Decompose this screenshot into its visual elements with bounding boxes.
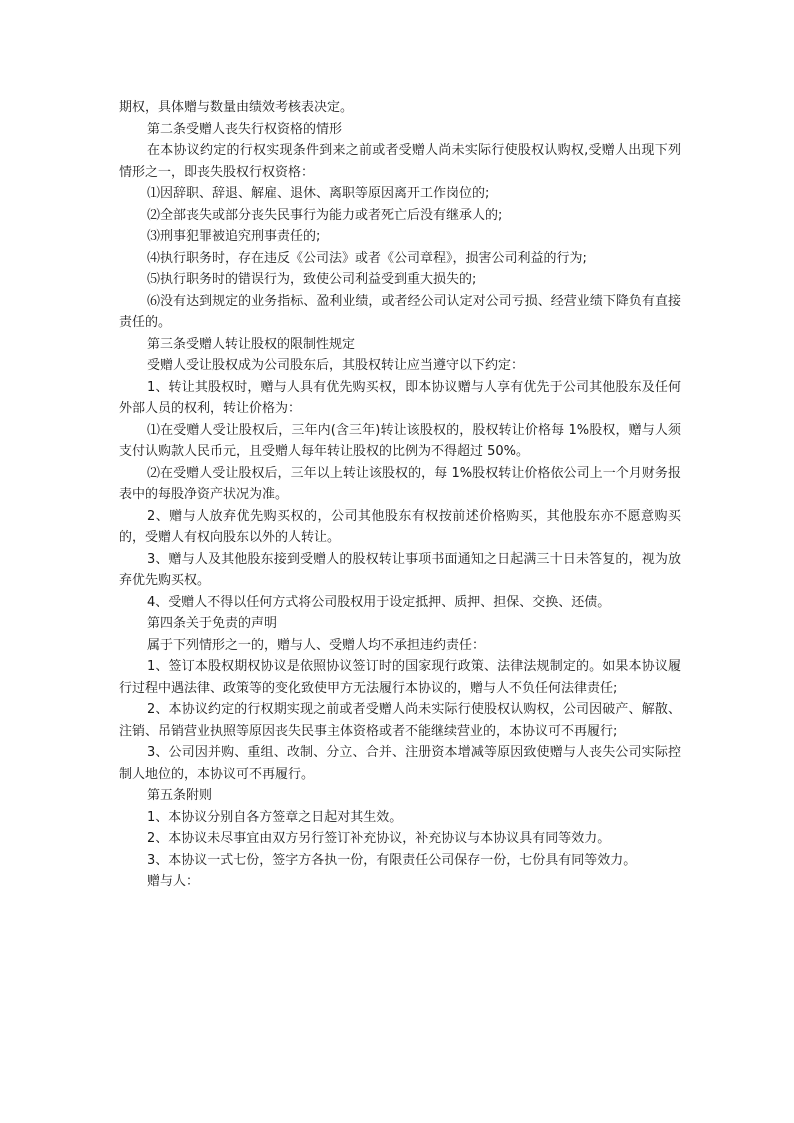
signature-label: 赠与人：: [147, 874, 200, 889]
list-item: 2、赠与人放弃优先购买权的，公司其他股东有权按前述价格购买，其他股东亦不愿意购买的，受赠人有权向股东以外的人转让。: [119, 508, 681, 545]
list-item: 3、赠与人及其他股东接到受赠人的股权转让事项书面通知之日起满三十日未答复的，视为放弃优先购买权。: [119, 551, 681, 588]
article-4-heading: 第四条关于免责的声明: [147, 616, 278, 631]
paragraph: 受赠人受让股权成为公司股东后，其股权转让应当遵守以下约定：: [147, 358, 525, 373]
list-item: ⑹没有达到规定的业务指标、盈利业绩，或者经公司认定对公司亏损、经营业绩下降负有直接责任的。: [119, 293, 681, 330]
list-item: ⑷执行职务时，存在违反《公司法》或者《公司章程》，损害公司利益的行为;: [147, 250, 587, 266]
list-item: 4、受赠人不得以任何方式将公司股权用于设定抵押、质押、担保、交换、还债。: [147, 594, 611, 610]
document-body: [119, 97, 681, 893]
article-3-heading: 第三条受赠人转让股权的限制性规定: [147, 336, 356, 352]
article-2-heading: 第二条受赠人丧失行权资格的情形: [147, 121, 343, 137]
paragraph-continuation: 期权，具体赠与数量由绩效考核表决定。: [119, 100, 354, 115]
list-item: ⑴因辞职、辞退、解雇、退休、离职等原因离开工作岗位的;: [147, 186, 490, 201]
list-item: 2、本协议未尽事宜由双方另行签订补充协议，补充协议与本协议具有同等效力。: [147, 831, 611, 846]
list-item: ⑴在受赠人受让股权后，三年内(含三年)转让该股权的，股权转让价格每 1%股权，赠与人须支付认购款人民币元，且受赠人每年转让股权的比例为不得超过 50%。: [119, 422, 681, 459]
list-item: 1、本协议分别自各方签章之日起对其生效。: [147, 809, 403, 825]
list-item: 3、本协议一式七份，签字方各执一份，有限责任公司保存一份，七份具有同等效力。: [147, 852, 637, 868]
list-item: ⑸执行职务时的错误行为，致使公司利益受到重大损失的;: [147, 272, 477, 287]
paragraph: 在本协议约定的行权实现条件到来之前或者受赠人尚未实际行使股权认购权,受赠人出现下列情形之一，即丧失股权行权资格：: [119, 143, 681, 180]
paragraph: 属于下列情形之一的，赠与人、受赠人均不承担违约责任：: [147, 637, 486, 653]
article-5-heading: 第五条附则: [147, 788, 213, 803]
list-item: 3、公司因并购、重组、改制、分立、合并、注册资本增减等原因致使赠与人丧失公司实际控制人地位的，本协议可不再履行。: [119, 745, 681, 782]
list-item: ⑵在受赠人受让股权后，三年以上转让该股权的，每 1%股权转让价格依公司上一个月财务报表中的每股净资产状况为准。: [119, 465, 681, 502]
list-item: ⑵全部丧失或部分丧失民事行为能力或者死亡后没有继承人的;: [147, 207, 503, 223]
list-item: 2、本协议约定的行权期实现之前或者受赠人尚未实际行使股权认购权，公司因破产、解散、注销、吊销营业执照等原因丧失民事主体资格或者不能继续营业的，本协议可不再履行;: [119, 702, 681, 739]
list-item: ⑶刑事犯罪被追究刑事责任的;: [147, 229, 321, 244]
list-item: 1、签订本股权期权协议是依照协议签订时的国家现行政策、法律法规制定的。如果本协议履行过程中遇法律、政策等的变化致使甲方无法履行本协议的，赠与人不负任何法律责任;: [119, 659, 681, 696]
list-item: 1、转让其股权时，赠与人具有优先购买权，即本协议赠与人享有优先于公司其他股东及任何外部人员的权利，转让价格为：: [119, 379, 681, 416]
